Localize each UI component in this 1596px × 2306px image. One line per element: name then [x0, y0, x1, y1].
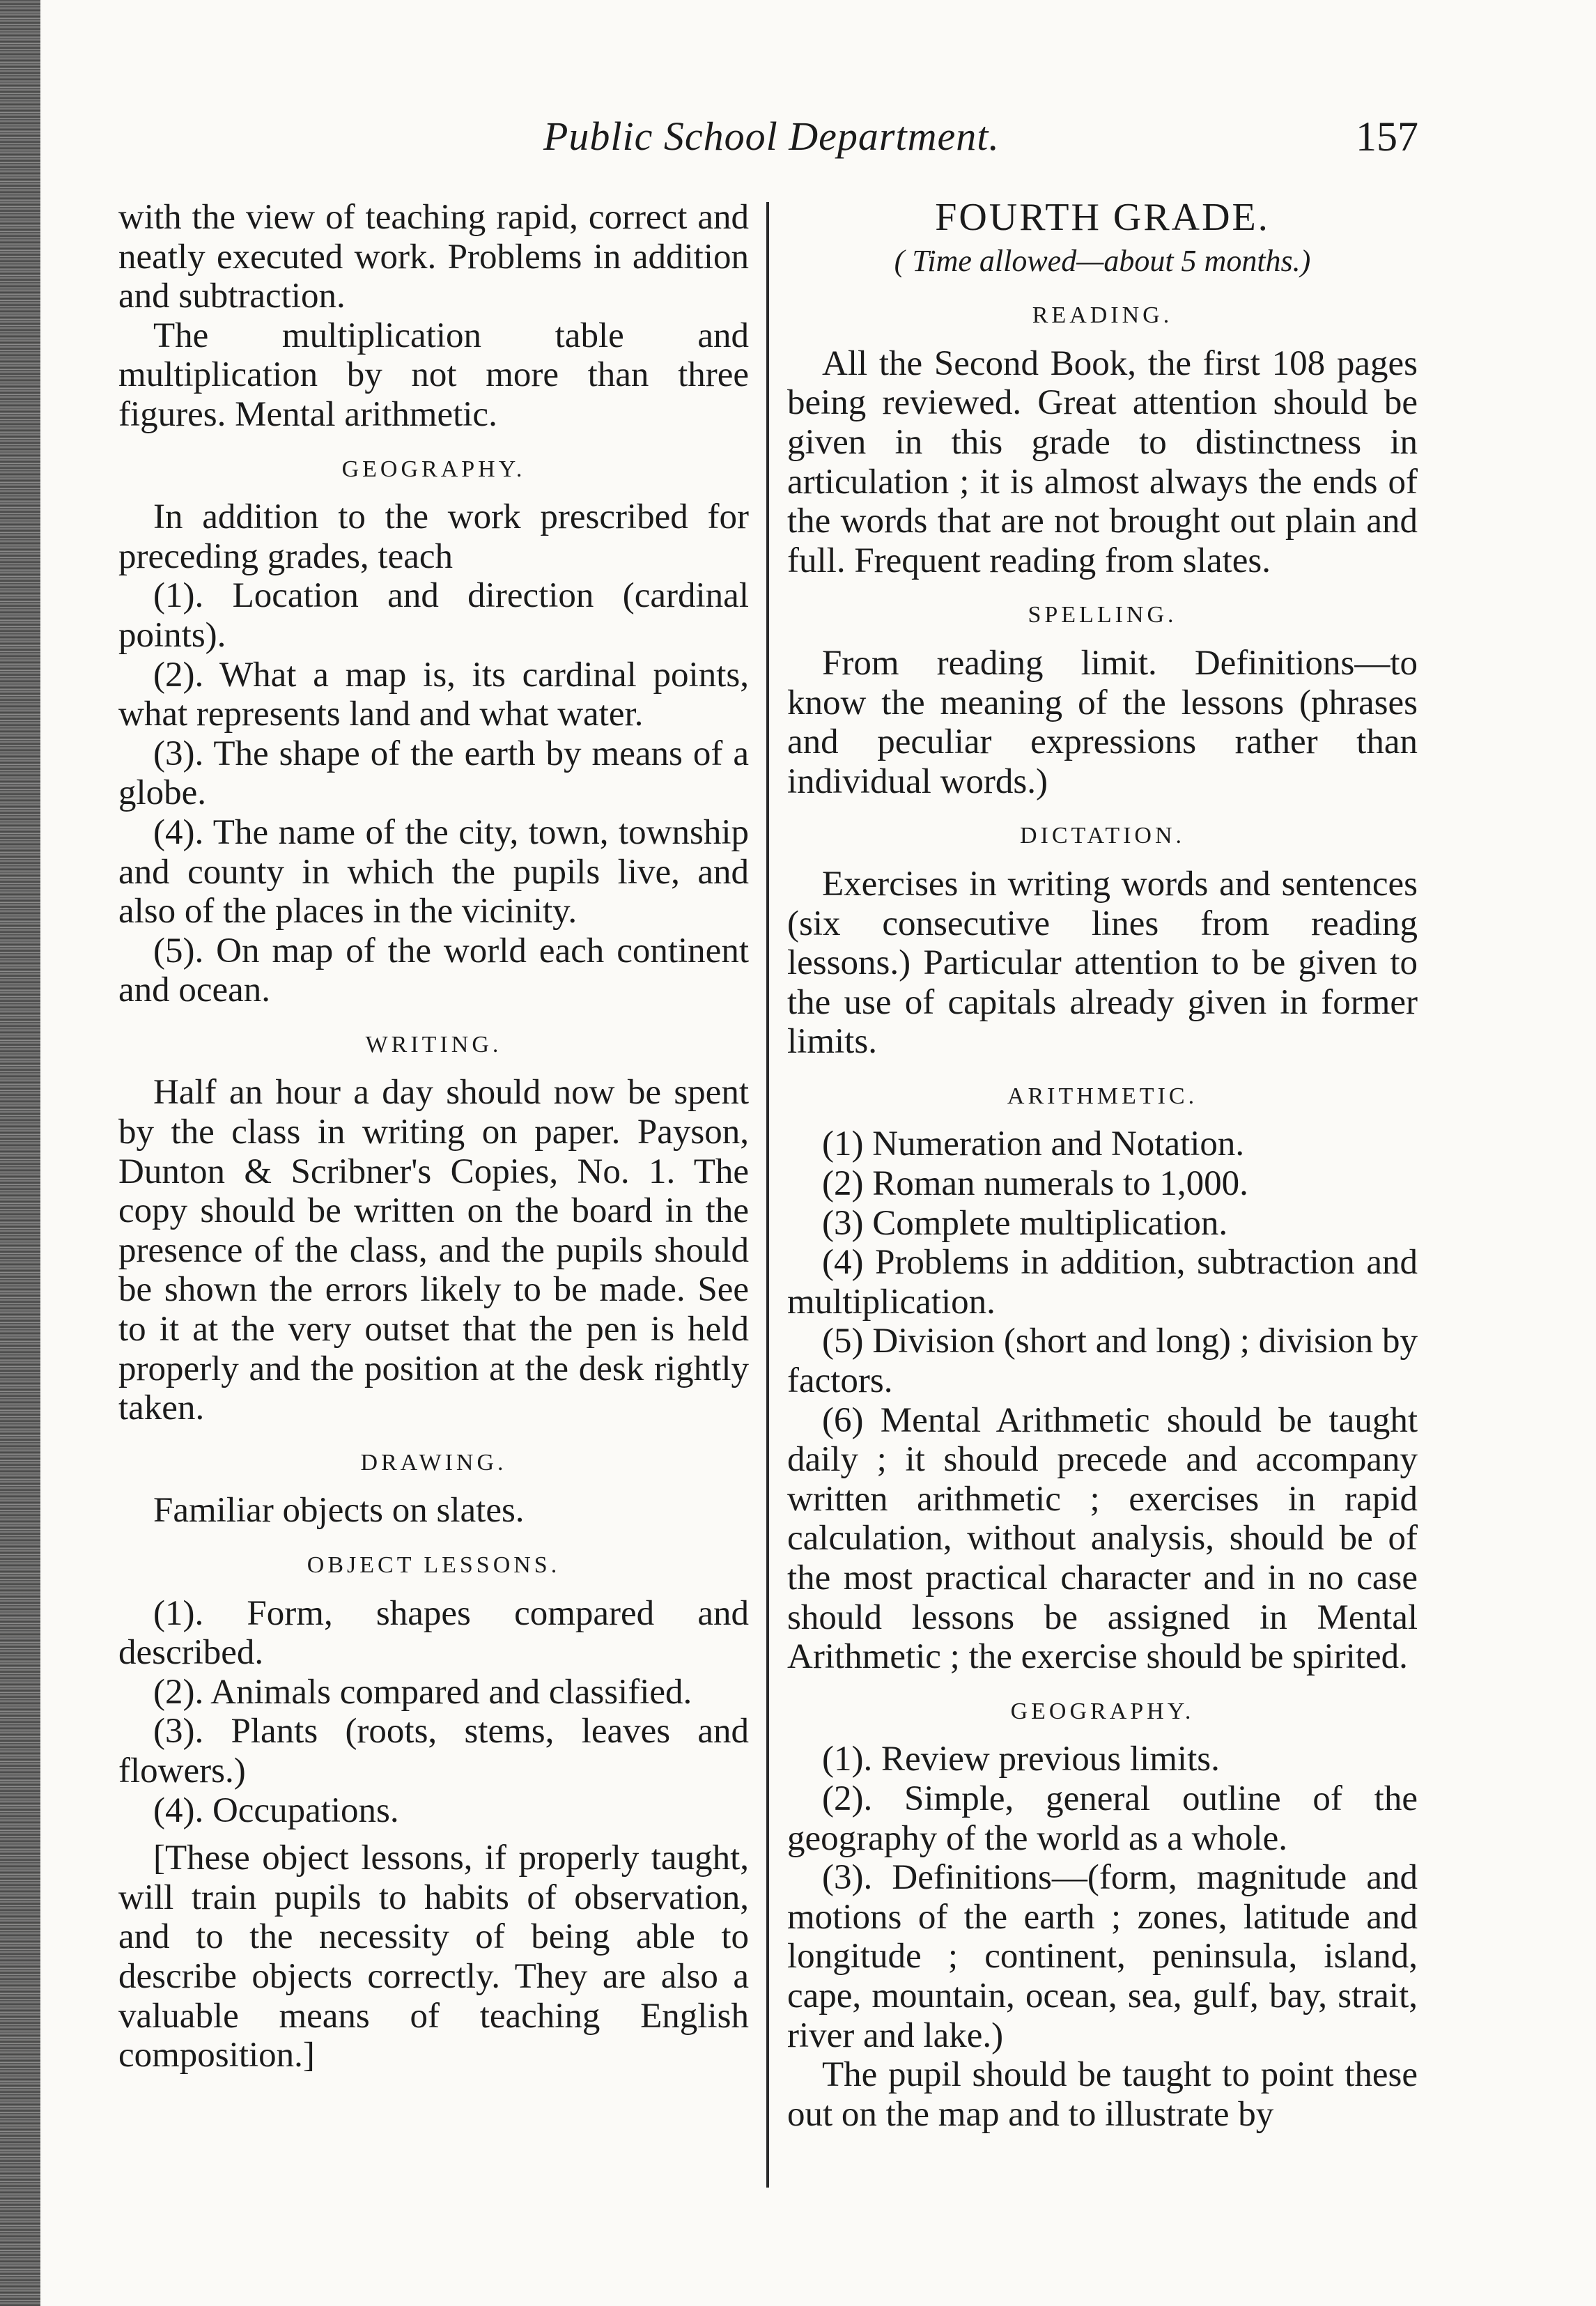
page-header [0, 113, 1596, 169]
geography-item: (1). Location and direction (cardinal points). [118, 576, 749, 655]
multiplication-paragraph: The multiplication table and multiplication by not more than three figures. Mental arithmetic. [118, 316, 749, 434]
geography-item: (2). Simple, general outline of the geography of the world as a whole. [787, 1779, 1418, 1858]
arithmetic-item: (2) Roman numerals to 1,000. [822, 1164, 1248, 1204]
book-binding-edge [0, 0, 40, 2306]
column-divider [766, 202, 769, 2188]
geography-item: (5). On map of the world each continent and ocean. [118, 931, 749, 1010]
writing-paragraph: Half an hour a day should now be spent by the class in writing on paper. Payson, Dunton & Scribner's Copies, No. 1. The copy should be written on the board in the presence of the class, and the pupils should be shown the errors likely to be made. See to it at the very outset that the pen is held properly and the position at the desk rightly taken. [118, 1073, 749, 1428]
arithmetic-item: (4) Problems in addition, subtraction and multiplication. [787, 1243, 1418, 1322]
reading-heading: READING. [1032, 302, 1173, 329]
geography-heading-fourth: GEOGRAPHY. [1010, 1698, 1195, 1724]
left-column [118, 198, 749, 2075]
running-title: Public School Department. [543, 114, 1000, 159]
geography-item: (2). What a map is, its cardinal points, what represents land and what water. [118, 655, 749, 734]
arithmetic-heading: ARITHMETIC. [1007, 1083, 1198, 1109]
object-lesson-item: (2). Animals compared and classified. [153, 1672, 692, 1712]
arithmetic-item: (3) Complete multiplication. [822, 1203, 1228, 1243]
geography-item: (3). The shape of the earth by means of a globe. [118, 734, 749, 813]
arithmetic-item: (5) Division (short and long) ; division by factors. [787, 1322, 1418, 1401]
page-number: 157 [1356, 114, 1418, 160]
object-lesson-item: (3). Plants (roots, stems, leaves and flowers.) [118, 1712, 749, 1790]
object-lesson-item: (1). Form, shapes compared and described. [118, 1593, 749, 1673]
reading-paragraph: All the Second Book, the first 108 pages being reviewed. Great attention should be given in this grade to distinctness in articulation ; it is almost always the ends of the words that are not brought out plain and full. Frequent reading from slates. [787, 343, 1418, 580]
geography-closing: The pupil should be taught to point these out on the map and to illustrate by [787, 2055, 1418, 2134]
geography-item: (3). Definitions—(form, magnitude and motions of the earth ; zones, latitude and longitude ; continent, peninsula, island, cape, mountain, ocean, sea, gulf, bay, strait, river and lake.) [787, 1858, 1418, 2055]
grade-title: FOURTH GRADE. [935, 196, 1270, 239]
writing-heading: WRITING. [365, 1031, 502, 1058]
right-column [787, 198, 1418, 2134]
spacer [118, 1830, 749, 1839]
geography-heading: GEOGRAPHY. [341, 456, 526, 482]
object-lessons-note: [These object lessons, if properly taught, will train pupils to habits of observation, and to the necessity of being able to describe objects correctly. They are also a valuable means of teaching English composition.] [118, 1839, 749, 2075]
spelling-paragraph: From reading limit. Definitions—to know the meaning of the lessons (phrases and peculiar expressions rather than individual words.) [787, 643, 1418, 801]
geography-intro: In addition to the work prescribed for preceding grades, teach [118, 497, 749, 576]
geography-item: (4). The name of the city, town, township and county in which the pupils live, and also of the places in the vicinity. [118, 812, 749, 931]
dictation-heading: DICTATION. [1019, 823, 1186, 849]
dictation-paragraph: Exercises in writing words and sentences (six consecutive lines from reading lessons.) Particular attention to be given to the use of capitals already given in former limits. [787, 864, 1418, 1062]
time-allowed-note: ( Time allowed—about 5 months.) [894, 243, 1311, 278]
drawing-paragraph: Familiar objects on slates. [153, 1491, 525, 1531]
drawing-heading: DRAWING. [360, 1449, 507, 1476]
object-lesson-item: (4). Occupations. [153, 1790, 399, 1830]
geography-item: (1). Review previous limits. [822, 1740, 1220, 1779]
arithmetic-item: (6) Mental Arithmetic should be taught daily ; it should precede and accompany written arithmetic ; exercises in rapid calculation, without analysis, should be of the most practical character and in no case should lessons be assigned in Mental Arithmetic ; the exercise should be spirited. [787, 1400, 1418, 1677]
arithmetic-item: (1) Numeration and Notation. [822, 1124, 1245, 1164]
spelling-heading: SPELLING. [1028, 602, 1177, 628]
intro-paragraph: with the view of teaching rapid, correct and neatly executed work. Problems in addition and subtraction. [118, 198, 749, 316]
object-lessons-heading: OBJECT LESSONS. [307, 1552, 561, 1578]
